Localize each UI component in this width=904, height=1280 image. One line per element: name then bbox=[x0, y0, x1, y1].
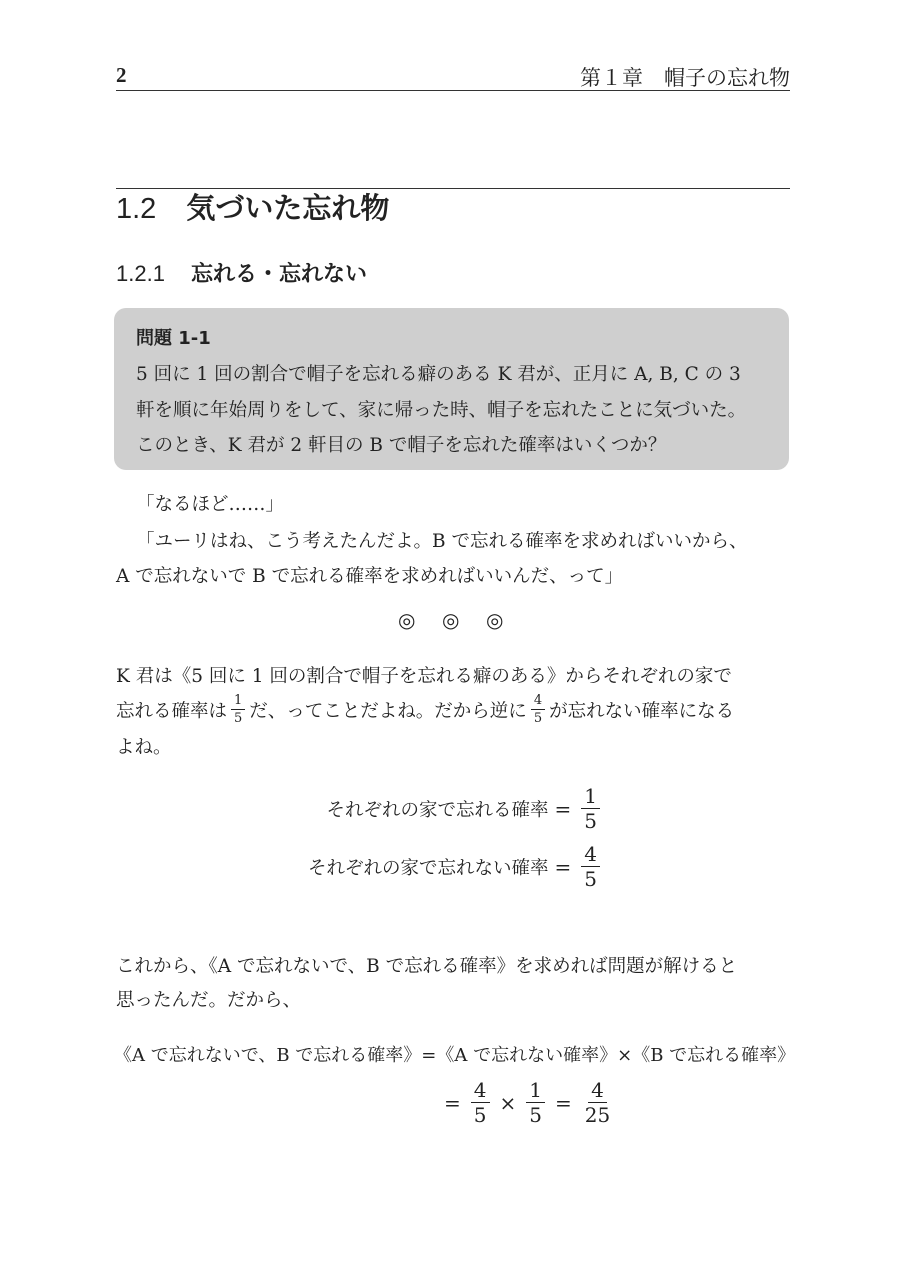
subsection-heading bbox=[116, 257, 367, 288]
separator-mark: ◎ bbox=[398, 608, 416, 632]
fraction-denominator: 25 bbox=[584, 1103, 611, 1127]
fraction-4-5 bbox=[471, 1080, 490, 1125]
equals-sign: = bbox=[554, 796, 572, 821]
paragraph-line: K 君は《5 回に 1 回の割合で帽子を忘れる癖のある》からそれぞれの家で bbox=[116, 666, 732, 687]
section-title: 気づいた忘れ物 bbox=[186, 191, 390, 225]
header-rule bbox=[116, 90, 790, 91]
paragraph-line: よね。 bbox=[116, 737, 172, 758]
fraction-4-25 bbox=[582, 1080, 613, 1125]
equals-sign: = bbox=[554, 854, 572, 879]
fraction-numerator: 1 bbox=[581, 786, 600, 809]
problem-line: 軒を順に年始周りをして、家に帰った時、帽子を忘れたことに気づいた。 bbox=[136, 400, 747, 421]
separator-mark: ◎ bbox=[442, 608, 460, 632]
final-equation-line: 《A で忘れないで、B で忘れる確率》=《A で忘れない確率》×《B で忘れる確率》 bbox=[114, 1045, 796, 1066]
problem-line: 5 回に 1 回の割合で帽子を忘れる癖のある K 君が、正月に A, B, C の 3 bbox=[136, 364, 741, 385]
fraction-denominator: 5 bbox=[234, 711, 243, 726]
paragraph-line: これから、《A で忘れないで、B で忘れる確率》を求めれば問題が解けると bbox=[116, 956, 738, 977]
dialogue-line: A で忘れないで B で忘れる確率を求めればいいんだ、って」 bbox=[116, 566, 624, 587]
equation-not-forget bbox=[308, 844, 604, 889]
inline-fraction-4-5 bbox=[531, 694, 545, 725]
fraction-1-5 bbox=[526, 1080, 545, 1125]
fraction-denominator: 5 bbox=[529, 1103, 542, 1127]
dialogue-line: 「ユーリはね、こう考えたんだよ。B で忘れる確率を求めればいいから、 bbox=[136, 531, 748, 552]
problem-title: 問題 1-1 bbox=[136, 328, 211, 349]
equation-fraction bbox=[581, 786, 600, 831]
equals-sign: = bbox=[555, 1090, 572, 1115]
fraction-denominator: 5 bbox=[584, 867, 597, 891]
fraction-numerator: 4 bbox=[531, 694, 545, 710]
equation-label: それぞれの家で忘れない確率 bbox=[307, 857, 549, 879]
problem-line: このとき、K 君が 2 軒目の B で帽子を忘れた確率はいくつか？ bbox=[136, 435, 667, 456]
subsection-number: 1.2.1 bbox=[116, 261, 165, 286]
text-segment: が忘れない確率になる bbox=[549, 700, 735, 722]
fraction-denominator: 5 bbox=[584, 809, 597, 833]
fraction-numerator: 4 bbox=[588, 1080, 607, 1103]
equals-sign: = bbox=[444, 1090, 461, 1115]
times-sign: × bbox=[499, 1090, 517, 1115]
dialogue-line: 「なるほど……」 bbox=[136, 494, 285, 515]
section-number: 1.2 bbox=[116, 193, 157, 225]
final-equation-result bbox=[438, 1080, 617, 1125]
fraction-numerator: 4 bbox=[471, 1080, 490, 1103]
page-number: 2 bbox=[116, 63, 127, 87]
paragraph-line-with-fractions bbox=[116, 694, 734, 725]
equation-fraction bbox=[581, 844, 600, 889]
text-segment: 忘れる確率は bbox=[116, 700, 228, 722]
inline-fraction-1-5 bbox=[231, 694, 245, 725]
separator-mark: ◎ bbox=[486, 608, 504, 632]
section-separator bbox=[398, 608, 530, 632]
fraction-numerator: 1 bbox=[231, 694, 245, 710]
equation-forget bbox=[326, 786, 604, 831]
section-heading bbox=[116, 186, 389, 227]
text-segment: だ、ってことだよね。だから逆に bbox=[249, 700, 527, 722]
fraction-numerator: 4 bbox=[581, 844, 600, 867]
paragraph-line: 思ったんだ。だから、 bbox=[116, 990, 302, 1011]
fraction-denominator: 5 bbox=[533, 711, 543, 726]
running-head: 第１章 帽子の忘れ物 bbox=[580, 66, 790, 90]
fraction-denominator: 5 bbox=[473, 1103, 487, 1127]
equation-label: それぞれの家で忘れる確率 bbox=[326, 799, 549, 821]
subsection-title: 忘れる・忘れない bbox=[190, 262, 367, 287]
fraction-numerator: 1 bbox=[526, 1080, 545, 1103]
